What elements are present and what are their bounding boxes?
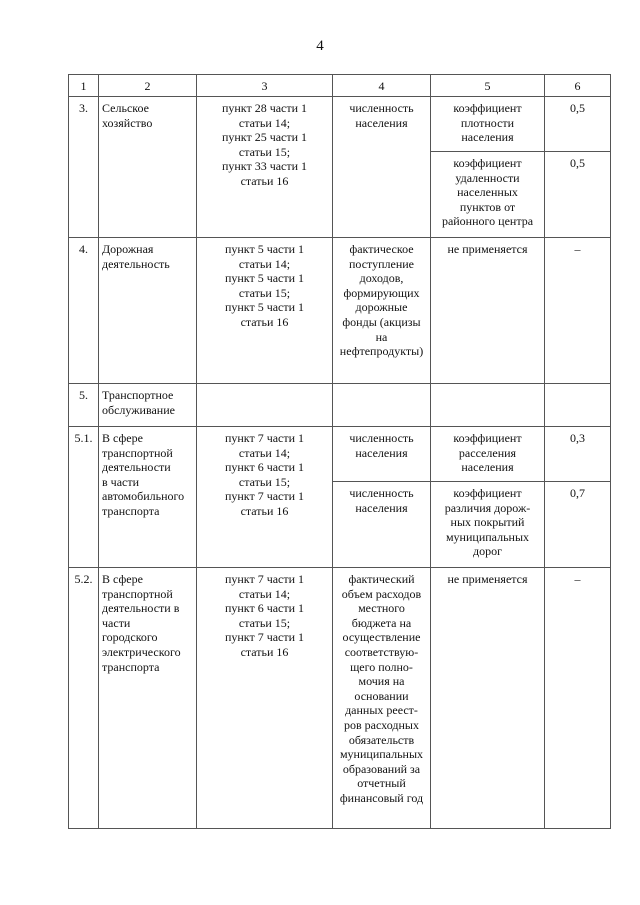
activity-area: Сельское хозяйство <box>99 97 197 238</box>
coefficient-value: 0,5 <box>545 97 611 152</box>
empty-cell <box>431 384 545 427</box>
row-number: 5.2. <box>69 568 99 829</box>
activity-area: В сфере транспортной деятельности в части городского электрического транспорта <box>99 568 197 829</box>
coefficient-value: 0,5 <box>545 152 611 238</box>
coefficient: не применяется <box>431 568 545 829</box>
header-cell: 4 <box>333 75 431 97</box>
allocation-table <box>68 74 611 829</box>
indicator: численность населения <box>333 482 431 568</box>
activity-area: В сфере транспортной деятельности в части автомобильного транспорта <box>99 427 197 568</box>
indicator: фактическое поступление доходов, формирующих дорожные фонды (акцизы на нефтепродукты) <box>333 238 431 384</box>
page-number: 4 <box>316 38 324 54</box>
coefficient-value: – <box>545 238 611 384</box>
coefficient: коэффициент удаленности населенных пунктов от районного центра <box>431 152 545 238</box>
legal-basis: пункт 7 части 1 статьи 14; пункт 6 части 1 статьи 15; пункт 7 части 1 статьи 16 <box>197 568 333 829</box>
row-number: 5. <box>69 384 99 427</box>
row-number: 3. <box>69 97 99 238</box>
legal-basis: пункт 5 части 1 статьи 14; пункт 5 части 1 статьи 15; пункт 5 части 1 статьи 16 <box>197 238 333 384</box>
table-row <box>69 568 611 829</box>
indicator: численность населения <box>333 427 431 482</box>
coefficient-value: 0,3 <box>545 427 611 482</box>
header-cell: 5 <box>431 75 545 97</box>
legal-basis: пункт 28 части 1 статьи 14; пункт 25 части 1 статьи 15; пункт 33 части 1 статьи 16 <box>197 97 333 238</box>
row-number: 4. <box>69 238 99 384</box>
table-row <box>69 384 611 427</box>
table-row <box>69 97 611 152</box>
activity-area: Дорожная деятельность <box>99 238 197 384</box>
coefficient: коэффициент расселения населения <box>431 427 545 482</box>
empty-cell <box>197 384 333 427</box>
header-cell: 1 <box>69 75 99 97</box>
indicator: фактический объем расходов местного бюджета на осуществление соответствую- щего полно- мочия на основании данных реест- ров расходных обязательств муниципальных образований за отчетный финансовый год <box>333 568 431 829</box>
coefficient: коэффициент плотности населения <box>431 97 545 152</box>
coefficient: не применяется <box>431 238 545 384</box>
table-header-row <box>69 75 611 97</box>
table-row <box>69 427 611 482</box>
indicator: численность населения <box>333 97 431 238</box>
table-row <box>69 238 611 384</box>
empty-cell <box>545 384 611 427</box>
coefficient-value: – <box>545 568 611 829</box>
activity-area: Транспортное обслуживание <box>99 384 197 427</box>
coefficient: коэффициент различия дорож- ных покрытий муниципальных дорог <box>431 482 545 568</box>
row-number: 5.1. <box>69 427 99 568</box>
header-cell: 2 <box>99 75 197 97</box>
header-cell: 3 <box>197 75 333 97</box>
legal-basis: пункт 7 части 1 статьи 14; пункт 6 части 1 статьи 15; пункт 7 части 1 статьи 16 <box>197 427 333 568</box>
empty-cell <box>333 384 431 427</box>
header-cell: 6 <box>545 75 611 97</box>
coefficient-value: 0,7 <box>545 482 611 568</box>
